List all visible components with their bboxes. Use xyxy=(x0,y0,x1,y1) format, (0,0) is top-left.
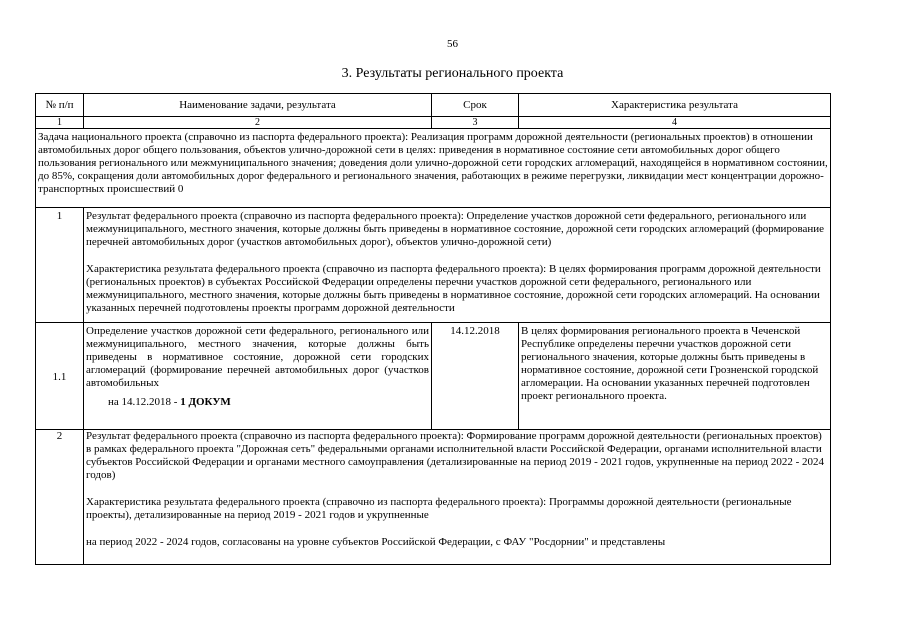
result-text: Результат федерального проекта (справочно из паспорта федерального проекта): Формирование программ дорожной деятельности (региональных проектов) в рамках федерального проекта "Дорожная сеть" федеральными органами исполнительной власти Российской Федерации, органами исполнительной власти субъектов Российской Федерации и органами местного самоуправления (детализированные на период 2019 - 2021 годов, укрупненные на период 2022 - 2024 годов) xyxy=(86,430,824,481)
column-number-row xyxy=(36,117,831,129)
subresult-cell xyxy=(84,323,432,430)
subresult-characteristic: В целях формирования регионального проекта в Чеченской Республике определены перечни участков дорожной сети регионального значения, которые должны быть приведены в нормативное состояние, дорожной сети Грозненской городской агломерации. На основании указанных перечней подготовлен проект регионального проекта. xyxy=(519,323,831,430)
page-number: 56 xyxy=(447,38,458,50)
row-content xyxy=(84,430,831,565)
task-row xyxy=(36,129,831,208)
section-title: 3. Результаты регионального проекта xyxy=(341,66,564,81)
characteristic-continuation: на период 2022 - 2024 годов, согласованы на уровне субъектов Российской Федерации, с ФАУ "Росдорнии" и представлены xyxy=(86,536,666,548)
result-text: Результат федерального проекта (справочно из паспорта федерального проекта): Определение участков дорожной сети федерального, регионального или межмуниципального, местного значения, которые должны быть приведены в нормативное состояние, дорожной сети городских агломераций (формирование перечней автомобильных дорог (участков автомобильных дорог), объектов улично-дорожной сети) xyxy=(86,210,825,248)
row-number: 1.1 xyxy=(36,323,84,430)
row-content xyxy=(84,208,831,323)
characteristic-text: Характеристика результата федерального проекта (справочно из паспорта федерального проекта): Программы дорожной деятельности (региональные проекты), детализированные на период 2019 - 2021 годов и укрупненные xyxy=(86,496,792,521)
term-date: 14.12.2018 xyxy=(432,323,519,430)
header-task-name: Наименование задачи, результата xyxy=(84,94,432,117)
national-task-text: Задача национального проекта (справочно из паспорта федерального проекта): Реализация программ дорожной деятельности (региональных проектов) в отношении автомобильных дорог общего пользования, объектов улично-дорожной сети в целях: приведения в нормативное состояние сети автомобильных дорог общего пользования регионального или межмуниципального значения; доведения доли улично-дорожной сети городских агломераций, находящейся в нормативном состоянии, до 85%, сокращения доли автомобильных дорог федерального и регионального значения, работающих в режиме перегрузки, ликвидации мест концентрации дорожно-транспортных происшествий 0 xyxy=(36,129,831,208)
table-row xyxy=(36,430,831,565)
subresult-text: Определение участков дорожной сети федерального, регионального или межмуниципального, местного значения, которые должны быть приведены в нормативное состояние, дорожной сети городских агломераций (формирование перечней автомобильных дорог (участков автомобильных xyxy=(86,325,429,389)
col-number-1: 1 xyxy=(36,117,84,129)
table-row xyxy=(36,208,831,323)
subresult-date-line: на 14.12.2018 - 1 ДОКУМ xyxy=(108,396,231,408)
col-number-4: 4 xyxy=(519,117,831,129)
row-number: 2 xyxy=(36,430,84,565)
results-table xyxy=(35,93,831,565)
table-header-row xyxy=(36,94,831,117)
row-number: 1 xyxy=(36,208,84,323)
header-number: № п/п xyxy=(36,94,84,117)
header-characteristic: Характеристика результата xyxy=(519,94,831,117)
header-term: Срок xyxy=(432,94,519,117)
col-number-2: 2 xyxy=(84,117,432,129)
table-row xyxy=(36,323,831,430)
characteristic-text: Характеристика результата федерального проекта (справочно из паспорта федерального проекта): В целях формирования программ дорожной деятельности (региональных проектов) в субъектах Российской Федерации определены перечни участков дорожной сети федерального, регионального или межмуниципального, местного значения, которые должны быть приведены в нормативное состояние, дорожной сети городских агломераций. На основании указанных перечней подготовлены проекты программ дорожной деятельности xyxy=(86,263,821,314)
col-number-3: 3 xyxy=(432,117,519,129)
